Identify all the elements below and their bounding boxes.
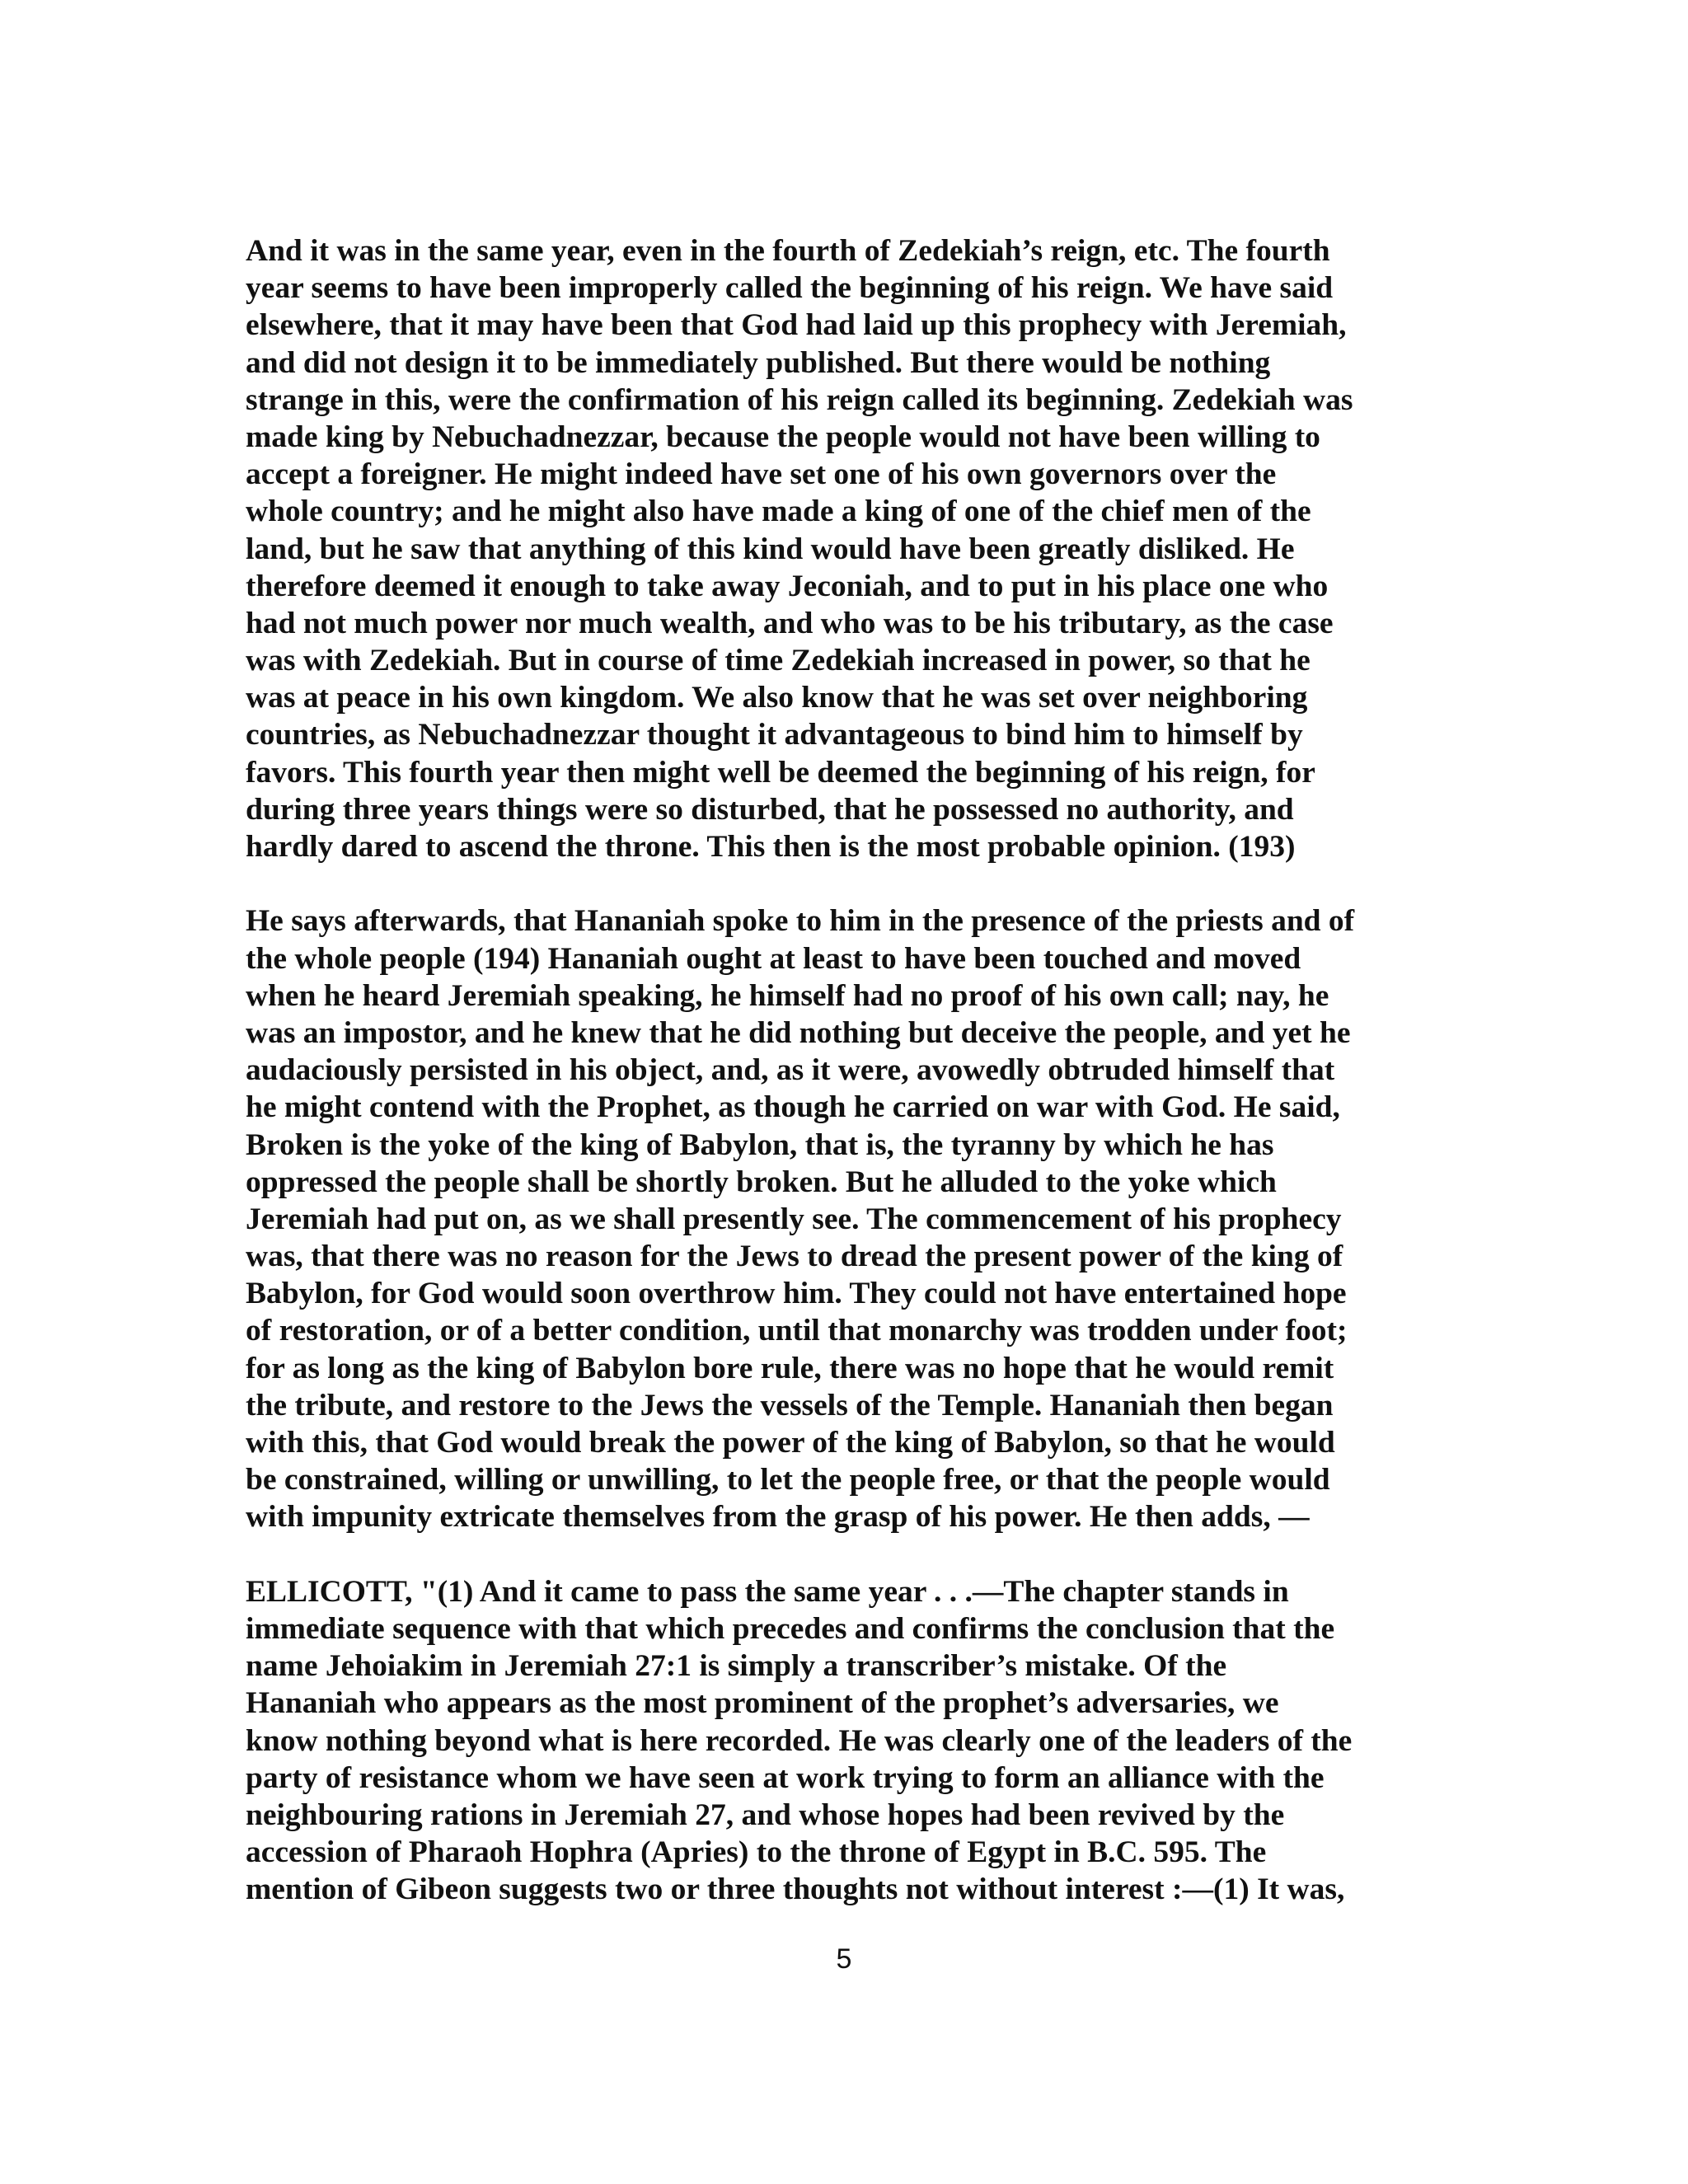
text-line: He says afterwards, that Hananiah spoke to him in the presence of the priests and of <box>246 904 1355 939</box>
text-line: countries, as Nebuchadnezzar thought it advantageous to bind him to himself by <box>246 718 1303 752</box>
text-line: Broken is the yoke of the king of Babylon, that is, the tyranny by which he has <box>246 1127 1274 1162</box>
text-line: oppressed the people shall be shortly broken. But he alluded to the yoke which <box>246 1165 1277 1199</box>
text-line: hardly dared to ascend the throne. This then is the most probable opinion. (193) <box>246 830 1296 864</box>
text-line: name Jehoiakim in Jeremiah 27:1 is simply a transcriber’s mistake. Of the <box>246 1649 1227 1684</box>
text-line: know nothing beyond what is here recorded. He was clearly one of the leaders of the <box>246 1723 1353 1758</box>
text-line: elsewhere, that it may have been that God had laid up this prophecy with Jeremiah, <box>246 308 1347 343</box>
paragraph-3 <box>246 1573 1457 1909</box>
text-line: made king by Nebuchadnezzar, because the people would not have been willing to <box>246 419 1320 454</box>
page-number: 5 <box>836 1943 852 1975</box>
text-line: strange in this, were the confirmation of his reign called its beginning. Zedekiah was <box>246 382 1353 417</box>
paragraph-1 <box>246 232 1457 865</box>
text-line: land, but he saw that anything of this kind would have been greatly disliked. He <box>246 532 1295 566</box>
text-line: Hananiah who appears as the most prominent of the prophet’s adversaries, we <box>246 1686 1279 1721</box>
text-line: And it was in the same year, even in the fourth of Zedekiah’s reign, etc. The fourth <box>246 234 1330 268</box>
paragraph-2 <box>246 902 1457 1535</box>
text-line: neighbouring rations in Jeremiah 27, and whose hopes had been revived by the <box>246 1797 1285 1832</box>
text-line: Babylon, for God would soon overthrow him. They could not have entertained hope <box>246 1277 1347 1311</box>
page-body <box>246 232 1457 1908</box>
text-line: whole country; and he might also have made a king of one of the chief men of the <box>246 494 1311 529</box>
text-line: with this, that God would break the power of the king of Babylon, so that he would <box>246 1426 1335 1460</box>
text-line: was, that there was no reason for the Jews to dread the present power of the king of <box>246 1240 1343 1274</box>
text-line: had not much power nor much wealth, and who was to be his tributary, as the case <box>246 606 1334 640</box>
text-line: for as long as the king of Babylon bore rule, there was no hope that he would remit <box>246 1351 1334 1385</box>
text-line: immediate sequence with that which precedes and confirms the conclusion that the <box>246 1611 1335 1646</box>
text-line: was with Zedekiah. But in course of time Zedekiah increased in power, so that he <box>246 644 1311 678</box>
text-line: favors. This fourth year then might well be deemed the beginning of his reign, for <box>246 755 1315 790</box>
text-line: therefore deemed it enough to take away Jeconiah, and to put in his place one who <box>246 569 1329 603</box>
text-line: be constrained, willing or unwilling, to let the people free, or that the people would <box>246 1463 1330 1497</box>
text-line: the whole people (194) Hananiah ought at least to have been touched and moved <box>246 941 1301 976</box>
text-line: when he heard Jeremiah speaking, he himself had no proof of his own call; nay, he <box>246 978 1329 1013</box>
text-line: accession of Pharaoh Hophra (Apries) to the throne of Egypt in B.C. 595. The <box>246 1835 1267 1870</box>
text-line: accept a foreigner. He might indeed have set one of his own governors over the <box>246 457 1277 492</box>
text-line: was an impostor, and he knew that he did nothing but deceive the people, and yet he <box>246 1015 1351 1050</box>
paragraph-gap <box>246 865 1457 902</box>
text-line: party of resistance whom we have seen at work trying to form an alliance with the <box>246 1760 1325 1795</box>
text-line: mention of Gibeon suggests two or three thoughts not without interest :—(1) It was, <box>246 1872 1345 1907</box>
text-line: he might contend with the Prophet, as though he carried on war with God. He said, <box>246 1090 1340 1125</box>
text-line: Jeremiah had put on, as we shall presently see. The commencement of his prophecy <box>246 1202 1342 1236</box>
text-line: the tribute, and restore to the Jews the vessels of the Temple. Hananiah then began <box>246 1388 1334 1422</box>
text-line: during three years things were so disturbed, that he possessed no authority, and <box>246 792 1294 827</box>
text-line: audaciously persisted in his object, and, as it were, avowedly obtruded himself that <box>246 1053 1335 1088</box>
text-line: year seems to have been improperly called the beginning of his reign. We have said <box>246 271 1334 306</box>
text-line: and did not design it to be immediately published. But there would be nothing <box>246 345 1271 380</box>
text-line: was at peace in his own kingdom. We also know that he was set over neighboring <box>246 681 1308 715</box>
text-line: with impunity extricate themselves from the grasp of his power. He then adds, — <box>246 1500 1310 1535</box>
text-line: of restoration, or of a better condition, until that monarchy was trodden under foot; <box>246 1314 1348 1348</box>
text-line: ELLICOTT, "(1) And it came to pass the same year . . .—The chapter stands in <box>246 1574 1289 1609</box>
paragraph-gap <box>246 1536 1457 1573</box>
